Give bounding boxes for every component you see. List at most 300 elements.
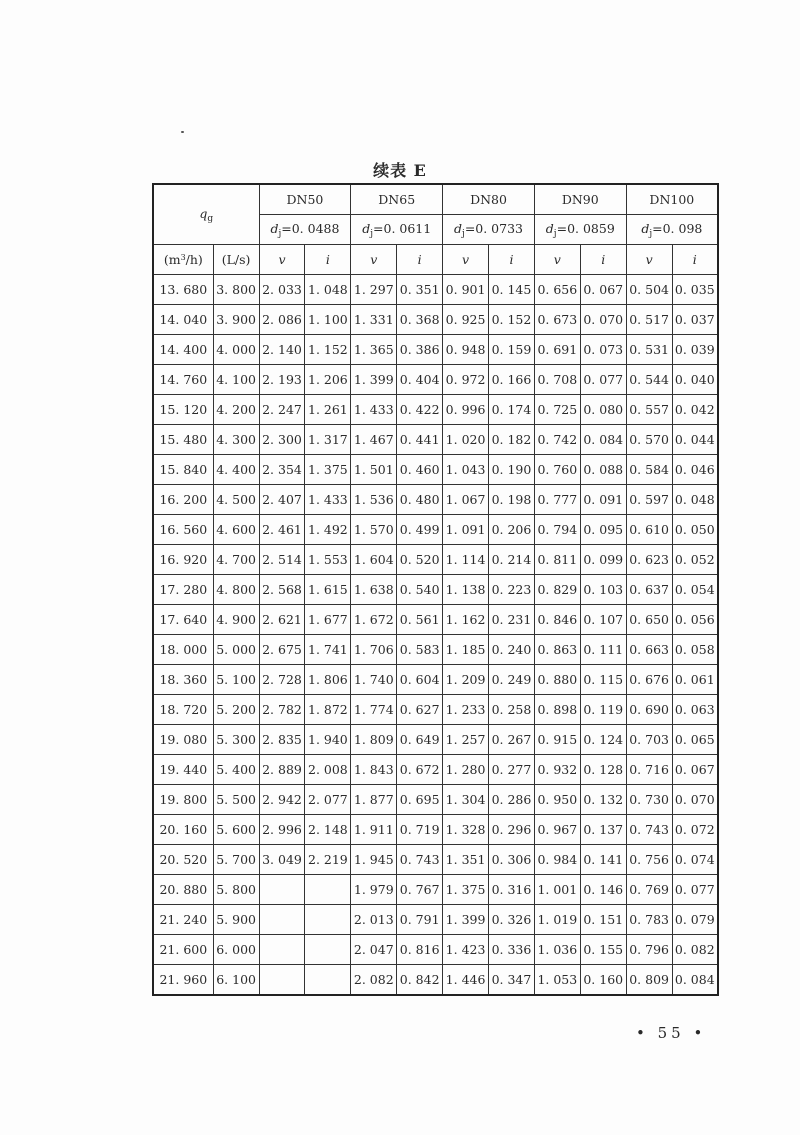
table-cell: 0. 072	[672, 815, 718, 845]
table-cell: 0. 206	[489, 515, 535, 545]
pipe-name: DN100	[626, 184, 718, 215]
table-cell	[305, 905, 351, 935]
table-cell: 1. 304	[443, 785, 489, 815]
table-cell: 2. 568	[259, 575, 305, 605]
table-cell: 3. 900	[213, 305, 259, 335]
table-cell: 0. 650	[626, 605, 672, 635]
table-cell: 0. 948	[443, 335, 489, 365]
table-cell: 0. 557	[626, 395, 672, 425]
table-cell: 0. 673	[534, 305, 580, 335]
table-row	[153, 695, 718, 725]
table-cell: 0. 198	[489, 485, 535, 515]
table-cell: 0. 115	[580, 665, 626, 695]
table-cell: 16. 200	[153, 485, 213, 515]
table-row	[153, 605, 718, 635]
table-cell: 0. 058	[672, 635, 718, 665]
table-cell: 0. 716	[626, 755, 672, 785]
table-cell: 1. 911	[351, 815, 397, 845]
table-row	[153, 635, 718, 665]
table-cell: 0. 099	[580, 545, 626, 575]
table-cell: 0. 065	[672, 725, 718, 755]
scan-speck	[181, 131, 184, 133]
table-cell: 1. 261	[305, 395, 351, 425]
table-cell: 0. 570	[626, 425, 672, 455]
table-cell: 0. 063	[672, 695, 718, 725]
table-row	[153, 875, 718, 905]
table-cell: 0. 690	[626, 695, 672, 725]
table-cell: 0. 336	[489, 935, 535, 965]
table-cell: 0. 898	[534, 695, 580, 725]
table-cell: 0. 441	[397, 425, 443, 455]
table-cell: 0. 480	[397, 485, 443, 515]
table-cell: 2. 942	[259, 785, 305, 815]
table-cell: 0. 231	[489, 605, 535, 635]
table-row	[153, 665, 718, 695]
table-cell: 0. 672	[397, 755, 443, 785]
table-cell: 1. 570	[351, 515, 397, 545]
table-cell: 0. 756	[626, 845, 672, 875]
table-cell: 1. 446	[443, 965, 489, 996]
table-cell: 15. 840	[153, 455, 213, 485]
table-cell: 0. 061	[672, 665, 718, 695]
table-cell: 0. 597	[626, 485, 672, 515]
table-cell: 13. 680	[153, 275, 213, 305]
table-cell: 0. 637	[626, 575, 672, 605]
table-cell: 0. 080	[580, 395, 626, 425]
table-cell: 1. 553	[305, 545, 351, 575]
table-cell: 2. 086	[259, 305, 305, 335]
flow-header	[153, 184, 259, 245]
table-cell: 2. 782	[259, 695, 305, 725]
table-cell: 0. 649	[397, 725, 443, 755]
table-cell: 4. 500	[213, 485, 259, 515]
table-cell: 2. 008	[305, 755, 351, 785]
table-cell: 1. 399	[443, 905, 489, 935]
table-cell: 0. 077	[580, 365, 626, 395]
table-cell: 0. 035	[672, 275, 718, 305]
table-row	[153, 275, 718, 305]
table-cell: 0. 277	[489, 755, 535, 785]
table-cell: 0. 091	[580, 485, 626, 515]
table-row	[153, 905, 718, 935]
table-cell	[259, 965, 305, 996]
table-cell: 1. 365	[351, 335, 397, 365]
table-cell: 1. 053	[534, 965, 580, 996]
table-cell: 0. 152	[489, 305, 535, 335]
table-cell: 0. 042	[672, 395, 718, 425]
table-cell: 0. 703	[626, 725, 672, 755]
table-cell: 0. 160	[580, 965, 626, 996]
table-cell: 1. 317	[305, 425, 351, 455]
table-cell: 1. 067	[443, 485, 489, 515]
table-cell: 0. 863	[534, 635, 580, 665]
table-cell: 0. 052	[672, 545, 718, 575]
table-cell: 0. 695	[397, 785, 443, 815]
table-cell: 0. 137	[580, 815, 626, 845]
table-cell: 1. 209	[443, 665, 489, 695]
table-cell: 1. 740	[351, 665, 397, 695]
table-cell: 0. 132	[580, 785, 626, 815]
header-row-pipe	[153, 184, 718, 215]
table-cell: 18. 720	[153, 695, 213, 725]
table-cell	[305, 875, 351, 905]
table-cell: 1. 114	[443, 545, 489, 575]
table-cell: 0. 050	[672, 515, 718, 545]
table-cell	[259, 935, 305, 965]
table-cell: 0. 306	[489, 845, 535, 875]
table-cell: 0. 627	[397, 695, 443, 725]
table-cell: 1. 185	[443, 635, 489, 665]
table-cell: 0. 743	[397, 845, 443, 875]
table-row	[153, 515, 718, 545]
table-cell: 0. 623	[626, 545, 672, 575]
table-cell: 1. 806	[305, 665, 351, 695]
table-cell: 1. 467	[351, 425, 397, 455]
table-row	[153, 365, 718, 395]
table-cell: 19. 800	[153, 785, 213, 815]
table-cell: 0. 141	[580, 845, 626, 875]
table-cell: 4. 200	[213, 395, 259, 425]
unit-m3h: $(m^3/h)$	[153, 245, 213, 275]
table-cell: 0. 460	[397, 455, 443, 485]
table-cell: 0. 925	[443, 305, 489, 335]
table-cell: 2. 140	[259, 335, 305, 365]
table-cell: 2. 889	[259, 755, 305, 785]
table-cell: 2. 835	[259, 725, 305, 755]
table-cell: 0. 404	[397, 365, 443, 395]
table-cell: 0. 499	[397, 515, 443, 545]
table-cell: 1. 706	[351, 635, 397, 665]
table-cell: 0. 842	[397, 965, 443, 996]
table-cell: 0. 796	[626, 935, 672, 965]
table-cell: 14. 400	[153, 335, 213, 365]
hydraulic-gradient-header: i	[397, 245, 443, 275]
velocity-header: v	[626, 245, 672, 275]
table-cell: 0. 067	[672, 755, 718, 785]
table-cell: 1. 280	[443, 755, 489, 785]
velocity-header: v	[534, 245, 580, 275]
table-cell: 0. 296	[489, 815, 535, 845]
table-cell: 0. 103	[580, 575, 626, 605]
table-cell: 0. 258	[489, 695, 535, 725]
pipe-name: DN50	[259, 184, 351, 215]
table-cell: 5. 100	[213, 665, 259, 695]
header-row-units	[153, 245, 718, 275]
table-cell: 0. 079	[672, 905, 718, 935]
table-cell: 20. 160	[153, 815, 213, 845]
table-cell: 1. 741	[305, 635, 351, 665]
table-cell: 1. 328	[443, 815, 489, 845]
table-cell: 0. 039	[672, 335, 718, 365]
table-row	[153, 455, 718, 485]
table-cell: 1. 036	[534, 935, 580, 965]
table-cell: 0. 517	[626, 305, 672, 335]
table-cell: 15. 120	[153, 395, 213, 425]
table-cell: 1. 492	[305, 515, 351, 545]
table-cell: 0. 214	[489, 545, 535, 575]
table-cell: 0. 584	[626, 455, 672, 485]
table-cell: 0. 128	[580, 755, 626, 785]
velocity-header: v	[443, 245, 489, 275]
table-cell: 1. 233	[443, 695, 489, 725]
table-cell: 1. 162	[443, 605, 489, 635]
table-cell: 0. 880	[534, 665, 580, 695]
table-cell: 0. 520	[397, 545, 443, 575]
velocity-header: v	[351, 245, 397, 275]
table-cell: 1. 877	[351, 785, 397, 815]
table-cell: 21. 960	[153, 965, 213, 996]
table-cell	[259, 905, 305, 935]
table-cell: 0. 046	[672, 455, 718, 485]
table-cell: 16. 920	[153, 545, 213, 575]
table-cell: 4. 700	[213, 545, 259, 575]
pipe-inner-diameter: $d_j=0$. 0859	[534, 215, 626, 245]
pipe-name: DN80	[443, 184, 535, 215]
table-cell: 0. 145	[489, 275, 535, 305]
table-cell: 0. 656	[534, 275, 580, 305]
table-cell: 1. 297	[351, 275, 397, 305]
table-row	[153, 485, 718, 515]
table-cell: 17. 280	[153, 575, 213, 605]
table-cell: 0. 082	[672, 935, 718, 965]
table-cell: 2. 621	[259, 605, 305, 635]
table-cell: 0. 351	[397, 275, 443, 305]
table-cell: 1. 615	[305, 575, 351, 605]
table-cell: 0. 095	[580, 515, 626, 545]
table-cell: 0. 691	[534, 335, 580, 365]
table-cell: 0. 077	[672, 875, 718, 905]
table-cell: 1. 257	[443, 725, 489, 755]
table-cell: 0. 386	[397, 335, 443, 365]
table-cell: 0. 791	[397, 905, 443, 935]
table-cell: 0. 166	[489, 365, 535, 395]
table-cell: 2. 193	[259, 365, 305, 395]
table-cell: 1. 423	[443, 935, 489, 965]
table-cell: 18. 000	[153, 635, 213, 665]
table-cell: 1. 001	[534, 875, 580, 905]
table-cell: 0. 070	[672, 785, 718, 815]
table-cell: 0. 056	[672, 605, 718, 635]
table-cell: 3. 049	[259, 845, 305, 875]
table-row	[153, 785, 718, 815]
table-cell: 0. 067	[580, 275, 626, 305]
table-cell: 0. 240	[489, 635, 535, 665]
table-cell: 0. 048	[672, 485, 718, 515]
table-cell: 2. 407	[259, 485, 305, 515]
table-cell: 0. 316	[489, 875, 535, 905]
table-cell: 0. 610	[626, 515, 672, 545]
table-row	[153, 755, 718, 785]
table-cell: 4. 900	[213, 605, 259, 635]
table-cell: 1. 433	[305, 485, 351, 515]
table-cell: 2. 728	[259, 665, 305, 695]
table-cell: 1. 331	[351, 305, 397, 335]
table-cell: 4. 400	[213, 455, 259, 485]
table-cell: 0. 267	[489, 725, 535, 755]
table-cell: 0. 159	[489, 335, 535, 365]
table-cell: 0. 901	[443, 275, 489, 305]
table-cell: 2. 047	[351, 935, 397, 965]
table-cell: 1. 375	[443, 875, 489, 905]
table-cell: 20. 520	[153, 845, 213, 875]
table-cell: 0. 504	[626, 275, 672, 305]
table-cell: 0. 604	[397, 665, 443, 695]
table-cell: 1. 501	[351, 455, 397, 485]
table-cell: 0. 829	[534, 575, 580, 605]
velocity-header: v	[259, 245, 305, 275]
table-cell: 14. 040	[153, 305, 213, 335]
table-cell: 2. 461	[259, 515, 305, 545]
table-cell: 2. 082	[351, 965, 397, 996]
pipe-inner-diameter: $d_j=0$. 0611	[351, 215, 443, 245]
table-cell: 1. 945	[351, 845, 397, 875]
table-cell: 0. 730	[626, 785, 672, 815]
table-cell: 0. 811	[534, 545, 580, 575]
table-cell: 2. 013	[351, 905, 397, 935]
table-cell: 5. 800	[213, 875, 259, 905]
table-cell: 5. 200	[213, 695, 259, 725]
table-cell: 0. 040	[672, 365, 718, 395]
table-row	[153, 935, 718, 965]
table-cell: 5. 000	[213, 635, 259, 665]
table-cell: 0. 676	[626, 665, 672, 695]
table-cell	[305, 965, 351, 996]
page-number: • 55 •	[636, 1024, 707, 1042]
table-cell: 0. 182	[489, 425, 535, 455]
table-cell: 19. 440	[153, 755, 213, 785]
table-cell: 2. 077	[305, 785, 351, 815]
table-cell: 5. 400	[213, 755, 259, 785]
table-cell: 0. 084	[672, 965, 718, 996]
table-cell: 4. 600	[213, 515, 259, 545]
table-cell: 0. 561	[397, 605, 443, 635]
table-cell: 1. 375	[305, 455, 351, 485]
table-cell: 0. 583	[397, 635, 443, 665]
table-cell	[305, 935, 351, 965]
table-cell: 0. 846	[534, 605, 580, 635]
table-cell: 0. 249	[489, 665, 535, 695]
hydraulic-gradient-header: i	[580, 245, 626, 275]
table-row	[153, 335, 718, 365]
table-cell: 0. 708	[534, 365, 580, 395]
table-cell: 2. 514	[259, 545, 305, 575]
hydraulic-table	[152, 183, 719, 996]
hydraulic-gradient-header: i	[489, 245, 535, 275]
table-cell: 1. 020	[443, 425, 489, 455]
table-row	[153, 965, 718, 996]
table-cell: 0. 190	[489, 455, 535, 485]
table-cell: 4. 300	[213, 425, 259, 455]
table-cell: 1. 979	[351, 875, 397, 905]
table-row	[153, 815, 718, 845]
table-cell: 0. 967	[534, 815, 580, 845]
table-cell: 0. 111	[580, 635, 626, 665]
table-cell: 1. 048	[305, 275, 351, 305]
table-cell: 0. 368	[397, 305, 443, 335]
table-cell: 0. 347	[489, 965, 535, 996]
table-cell: 1. 399	[351, 365, 397, 395]
flow-symbol: q	[199, 205, 208, 221]
pipe-name: DN90	[534, 184, 626, 215]
table-cell: 0. 769	[626, 875, 672, 905]
table-cell: 0. 326	[489, 905, 535, 935]
table-cell: 2. 033	[259, 275, 305, 305]
table-row	[153, 725, 718, 755]
table-cell: 1. 091	[443, 515, 489, 545]
table-cell: 5. 900	[213, 905, 259, 935]
table-cell: 21. 240	[153, 905, 213, 935]
table-cell: 2. 675	[259, 635, 305, 665]
table-cell: 15. 480	[153, 425, 213, 455]
table-cell: 2. 996	[259, 815, 305, 845]
table-cell: 0. 146	[580, 875, 626, 905]
table-cell: 0. 107	[580, 605, 626, 635]
table-cell: 16. 560	[153, 515, 213, 545]
table-cell: 1. 152	[305, 335, 351, 365]
table-cell: 0. 932	[534, 755, 580, 785]
table-cell: 0. 531	[626, 335, 672, 365]
table-title: 续表 E	[373, 161, 427, 180]
table-cell: 4. 800	[213, 575, 259, 605]
table-cell: 2. 219	[305, 845, 351, 875]
table-cell: 20. 880	[153, 875, 213, 905]
table-cell: 1. 809	[351, 725, 397, 755]
table-cell: 19. 080	[153, 725, 213, 755]
table-row	[153, 395, 718, 425]
table-cell: 1. 138	[443, 575, 489, 605]
table-cell: 1. 672	[351, 605, 397, 635]
table-cell: 1. 638	[351, 575, 397, 605]
table-row	[153, 305, 718, 335]
table-row	[153, 845, 718, 875]
table-cell: 0. 950	[534, 785, 580, 815]
table-cell: 0. 809	[626, 965, 672, 996]
table-cell: 0. 540	[397, 575, 443, 605]
table-cell: 0. 767	[397, 875, 443, 905]
table-cell: 1. 100	[305, 305, 351, 335]
table-row	[153, 575, 718, 605]
table-cell: 5. 700	[213, 845, 259, 875]
table-cell: 1. 536	[351, 485, 397, 515]
table-cell: 0. 084	[580, 425, 626, 455]
table-cell: 0. 422	[397, 395, 443, 425]
table-row	[153, 425, 718, 455]
table-cell: 0. 742	[534, 425, 580, 455]
table-cell: 0. 719	[397, 815, 443, 845]
pipe-inner-diameter: $d_j=0$. 0733	[443, 215, 535, 245]
table-cell	[259, 875, 305, 905]
table-cell: 4. 000	[213, 335, 259, 365]
table-cell: 21. 600	[153, 935, 213, 965]
table-cell: 17. 640	[153, 605, 213, 635]
table-cell: 1. 604	[351, 545, 397, 575]
unit-ls: (L/s)	[213, 245, 259, 275]
table-cell: 2. 300	[259, 425, 305, 455]
table-cell: 2. 148	[305, 815, 351, 845]
table-cell: 1. 433	[351, 395, 397, 425]
table-cell: 0. 074	[672, 845, 718, 875]
table-row	[153, 545, 718, 575]
table-cell: 4. 100	[213, 365, 259, 395]
table-cell: 1. 677	[305, 605, 351, 635]
table-cell: 0. 155	[580, 935, 626, 965]
table-cell: 0. 777	[534, 485, 580, 515]
table-cell: 0. 725	[534, 395, 580, 425]
table-cell: 0. 088	[580, 455, 626, 485]
table-cell: 1. 940	[305, 725, 351, 755]
pipe-inner-diameter: $d_j=0$. 098	[626, 215, 718, 245]
table-cell: 0. 544	[626, 365, 672, 395]
